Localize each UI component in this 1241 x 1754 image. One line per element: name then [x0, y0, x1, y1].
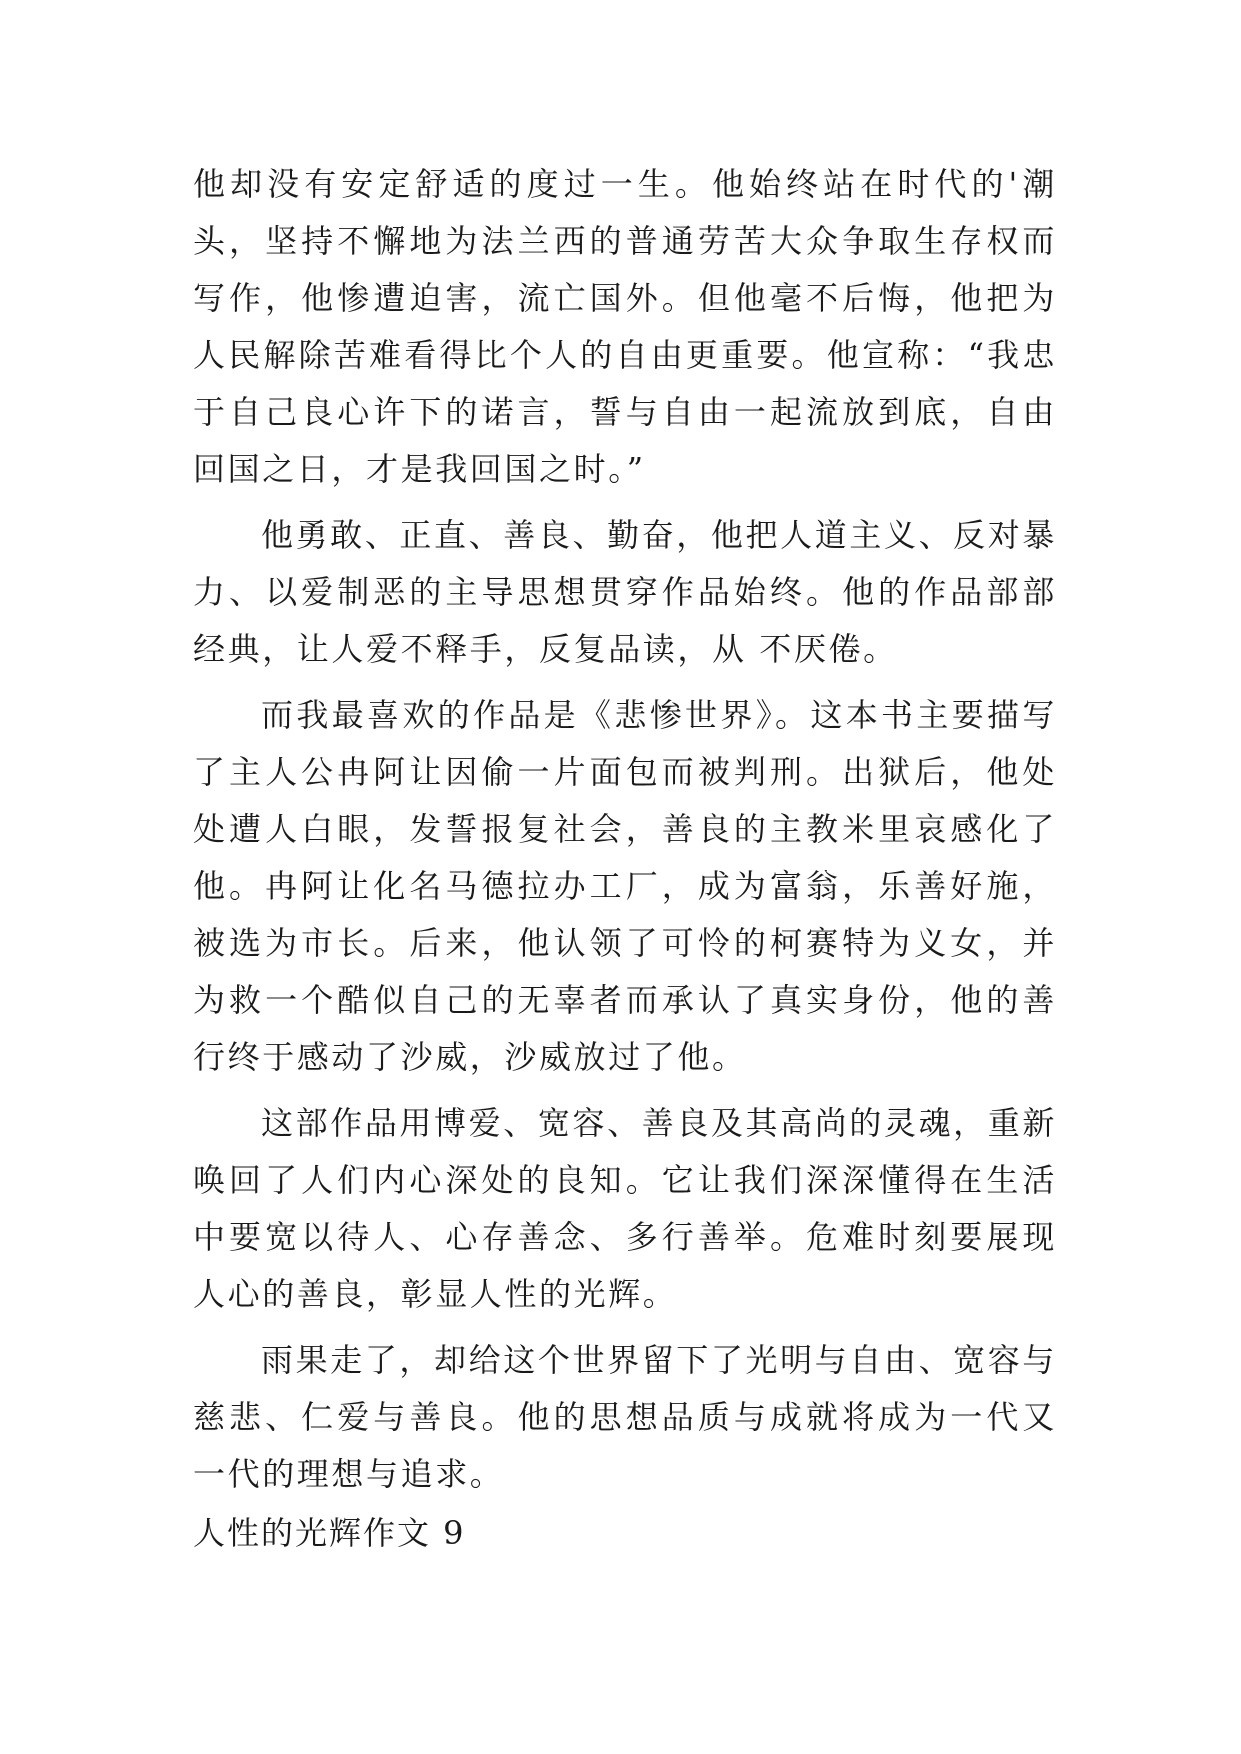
paragraph-4: 这部作品用博爱、宽容、善良及其高尚的灵魂，重新唤回了人们内心深处的良知。它让我们深深懂得在生活中要宽以待人、心存善念、多行善举。危难时刻要展现人心的善良，彰显人性的光辉。 [193, 1104, 1057, 1313]
section-heading: 人性的光辉作文 9 [193, 1514, 466, 1552]
paragraph-2: 他勇敢、正直、善良、勤奋，他把人道主义、反对暴力、以爱制恶的主导思想贯穿作品始终。他的作品部部经典，让人爱不释手，反复品读，从 不厌倦。 [193, 516, 1057, 668]
paragraph-3: 而我最喜欢的作品是《悲惨世界》。这本书主要描写了主人公冉阿让因偷一片面包而被判刑。出狱后，他处处遭人白眼，发誓报复社会，善良的主教米里哀感化了他。冉阿让化名马德拉办工厂，成为富翁，乐善好施，被选为市长。后来，他认领了可怜的柯赛特为义女，并为救一个酷似自己的无辜者而承认了真实身份，他的善行终于感动了沙威，沙威放过了他。 [193, 696, 1057, 1076]
document-body [193, 156, 1057, 1562]
paragraph-5: 雨果走了，却给这个世界留下了光明与自由、宽容与慈悲、仁爱与善良。他的思想品质与成就将成为一代又一代的理想与追求。 [193, 1341, 1057, 1493]
paragraph-1: 他却没有安定舒适的度过一生。他始终站在时代的'潮头，坚持不懈地为法兰西的普通劳苦大众争取生存权而写作，他惨遭迫害，流亡国外。但他毫不后悔，他把为人民解除苦难看得比个人的自由更重要。他宣称：“我忠于自己良心许下的诺言，誓与自由一起流放到底，自由回国之日，才是我回国之时。” [193, 165, 1057, 488]
